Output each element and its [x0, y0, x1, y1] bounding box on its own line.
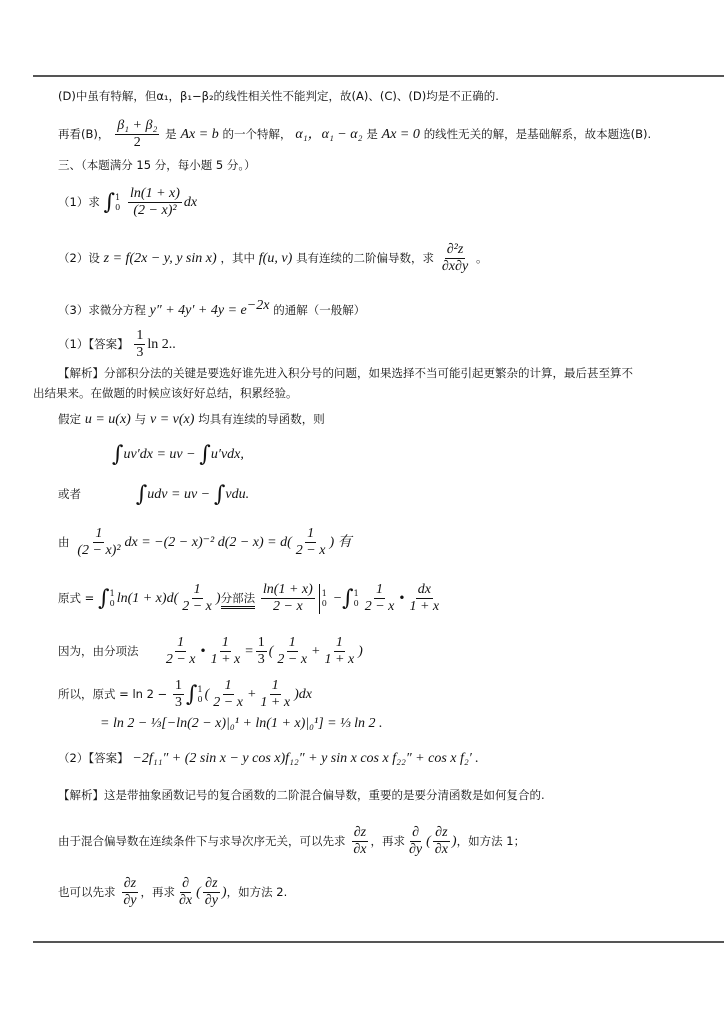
- line-b-prefix: 再看(B)，: [58, 127, 110, 141]
- line-d: (D)中虽有特解，但α₁，β₁−β₂的线性相关性不能判定，故(A)、(C)、(D)均是不正确的.: [58, 89, 499, 103]
- beta-fraction: $\frac{\text{β₁ + β₂}}{2}$: [117, 118, 158, 150]
- dx: dx: [183, 195, 198, 210]
- formula-2: 或者 ∫udv = uv − ∫vdu.: [58, 481, 250, 507]
- text: 与: [134, 412, 147, 426]
- text: 所以，原式 = ln 2 −: [58, 687, 168, 701]
- math: −2f₁₁″ + (2 sin x − y cos x)f₁₂″ + y sin x cos x f₂₂″ + cos x f₂′ .: [132, 751, 479, 766]
- assume-line: [58, 411, 325, 428]
- dx: dx: [298, 687, 312, 702]
- analysis-2: 【解析】这是带抽象函数记号的复合函数的二阶混合偏导数，重要的是要分清函数是如何复合的.: [58, 788, 545, 802]
- a2-label: （2）【答案】: [58, 751, 129, 765]
- math: z = f(2x − y, y sin x): [103, 251, 217, 266]
- math: Ax = 0: [381, 127, 420, 142]
- math: Ax = b: [180, 127, 219, 142]
- q2-fraction: $\frac{\text{∂²z}}{\partial x\partial y}$: [441, 242, 469, 274]
- math: ln 2..: [147, 337, 176, 352]
- math: dx = −(2 − x)⁻² d(2 − x) = d(: [124, 535, 292, 550]
- formula-1: ∫uv′dx = uv − ∫u′vdx,: [112, 441, 244, 467]
- original-line: 原式 = ∫ 1 0 ln(1 + x)d( $\frac{1}{2 - x}$ )分部法 $\frac{\ln(1 + x)}{2 - x}$ 1 0 −∫ 1 0 $\frac{1}{2 - x}$ • $\frac{dx}{1 + x}$: [58, 582, 440, 614]
- text: 由于混合偏导数在连续条件下与求导次序无关，可以先求: [58, 834, 346, 848]
- exponent: −2x: [246, 298, 270, 313]
- partial-fraction-line: 因为，由分项法 $\frac{1}{2 - x}$ • $\frac{1}{1 + x}$ = $\frac{1}{3}$ ( $\frac{1}{2 - x}$ + $\frac{1}{1 + x}$ ): [58, 635, 363, 667]
- analysis-1-line1: 【解析】分部积分法的关键是要选好谁先进入积分号的问题，如果选择不当可能引起更繁杂的计算，最后甚至算不: [58, 366, 633, 380]
- by-line: 由 $\frac{1}{\text{(2 − x)²}}$ dx = −(2 − x)⁻² d(2 − x) = d( $\frac{1}{2 - x}$ ) 有: [58, 526, 352, 558]
- also-line: 也可以先求 $\frac{\partial z}{\partial y}$ ，再求 $\frac{\partial}{\partial x}$ ( $\frac{\partial z}{\partial y}$ )，如方法 2.: [58, 876, 288, 908]
- one-third: $\frac{1}{3}$: [136, 328, 144, 360]
- text: 均具有连续的导函数，则: [198, 412, 325, 426]
- question-1: （1）求 ∫ 1 0 $\frac{\ln(1 + x)}{\text{(2 − x)²}}$ dx: [58, 186, 198, 218]
- text: 具有连续的二阶偏导数，求: [296, 251, 435, 265]
- text: ，如方法 2.: [226, 885, 288, 899]
- text: ，再求: [140, 885, 175, 899]
- math: udv = uv −: [147, 487, 211, 502]
- integral-sign: ∫: [103, 189, 116, 215]
- text: 原式 =: [58, 591, 95, 605]
- text: ，如方法 1；: [456, 834, 526, 848]
- math: uv′dx = uv −: [123, 447, 196, 462]
- text: 的一个特解，: [222, 127, 292, 141]
- text: 假定: [58, 412, 81, 426]
- integration-by-parts-label: 分部法: [221, 591, 256, 609]
- final-line: = ln 2 − ⅓[−ln(2 − x)|₀¹ + ln(1 + x)|₀¹] = ⅓ ln 2 .: [100, 716, 383, 731]
- a1-label: （1）【答案】: [58, 337, 129, 351]
- q1-label: （1）求: [58, 195, 100, 209]
- math: u = u(x): [84, 412, 131, 427]
- answer-1: [58, 328, 176, 361]
- section-title: 三、（本题满分 15 分，每小题 5 分。）: [58, 158, 256, 172]
- text: 。: [475, 251, 488, 265]
- top-rule: [33, 75, 724, 77]
- bottom-rule: [33, 941, 724, 943]
- text: 也可以先求: [58, 885, 116, 899]
- math: y″ + 4y′ + 4y = e: [149, 303, 247, 318]
- line-b: [58, 118, 651, 151]
- text: 的线性无关的解，是基础解系，故本题选(B).: [423, 127, 652, 141]
- math: ) 有: [329, 535, 352, 550]
- text: ，再求: [370, 834, 405, 848]
- mixed-line: 由于混合偏导数在连续条件下与求导次序无关，可以先求 $\frac{\partial z}{\partial x}$ ，再求 $\frac{\partial}{\partial y}$ ( $\frac{\partial z}{\partial x}$ )，如方法 1；: [58, 825, 526, 857]
- answer-2: [58, 750, 479, 767]
- analysis-1-line2: 出结果来。在做题的时候应该好好总结，积累经验。: [33, 386, 298, 400]
- math: vdu.: [225, 487, 250, 502]
- text: ，其中: [220, 251, 255, 265]
- math: f(u, v): [258, 251, 293, 266]
- or-label: 或者: [58, 487, 81, 501]
- math: u′vdx,: [210, 447, 244, 462]
- text: 是: [165, 127, 177, 141]
- math: α₁，α₁ − α₂: [295, 127, 363, 142]
- text: 由: [58, 535, 70, 549]
- math: ln(1 + x)d(: [116, 591, 179, 606]
- text: 是: [366, 127, 378, 141]
- text: 的通解（一般解）: [273, 303, 366, 317]
- so-line: 所以，原式 = ln 2 − $\frac{1}{3}$ ∫ 1 0 ( $\frac{1}{2 - x}$ + $\frac{1}{1 + x}$ )dx: [58, 678, 312, 710]
- math: v = v(x): [149, 412, 195, 427]
- q1-fraction: $\frac{\ln(1 + x)}{\text{(2 − x)²}}$: [130, 186, 180, 218]
- question-2: [58, 242, 487, 275]
- q2-label: （2）设: [58, 251, 100, 265]
- text: 因为，由分项法: [58, 644, 139, 658]
- q3-label: （3）求微分方程: [58, 303, 146, 317]
- question-3: [58, 298, 365, 319]
